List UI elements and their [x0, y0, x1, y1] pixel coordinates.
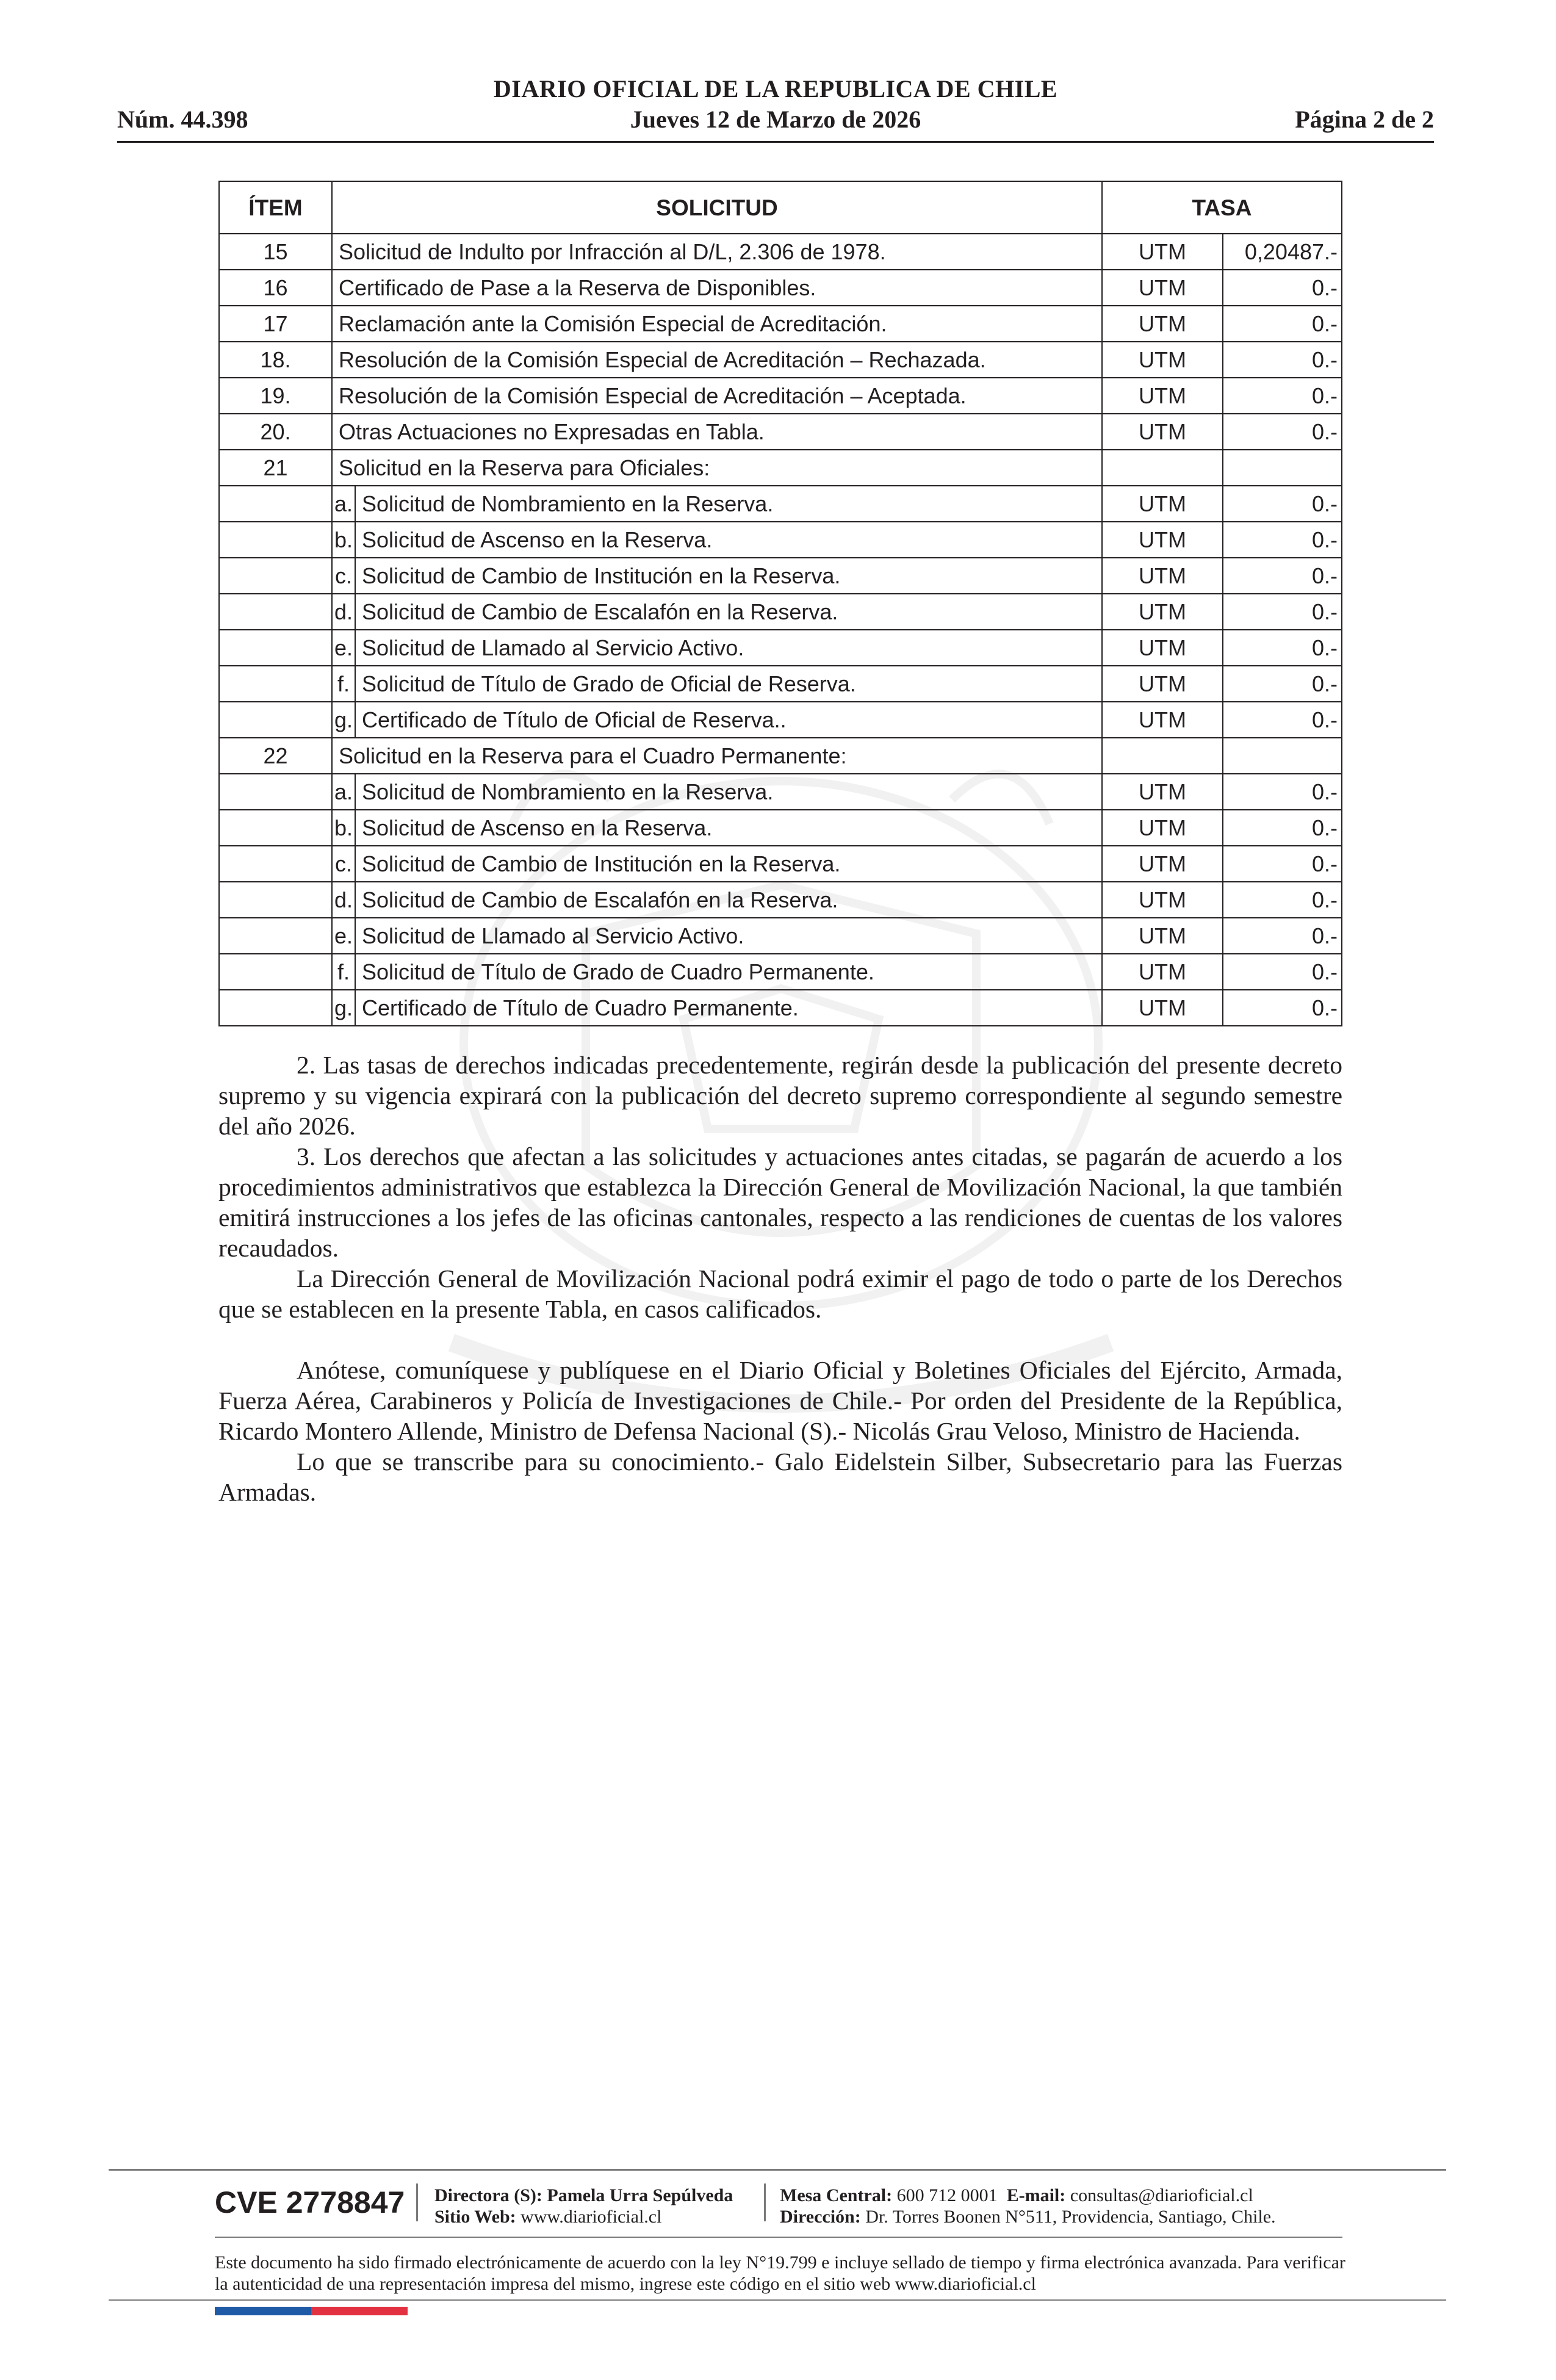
- request-description: Solicitud de Nombramiento en la Reserva.: [355, 486, 1102, 522]
- table-row: [219, 378, 1342, 414]
- table-subrow: [219, 594, 1342, 630]
- group-description: Solicitud en la Reserva para Oficiales:: [332, 450, 1102, 486]
- table-subrow: [219, 918, 1342, 954]
- fee-table: [218, 181, 1342, 1026]
- footer-separator: [416, 2183, 418, 2221]
- rate-unit: UTM: [1102, 954, 1223, 990]
- sub-letter: g.: [332, 990, 355, 1026]
- table-subrow: [219, 846, 1342, 882]
- rate-value: 0.-: [1223, 846, 1342, 882]
- rate-unit: UTM: [1102, 846, 1223, 882]
- cve-code: CVE 2778847: [215, 2185, 405, 2220]
- table-group-row: [219, 738, 1342, 774]
- rate-value: 0.-: [1223, 558, 1342, 594]
- request-description: Solicitud de Cambio de Escalafón en la Reserva.: [355, 594, 1102, 630]
- rate-unit: UTM: [1102, 594, 1223, 630]
- column-header-item: ÍTEM: [219, 181, 332, 234]
- paragraph-rates-validity: 2. Las tasas de derechos indicadas precedentemente, regirán desde la publicación del presente decreto supremo y su vigencia expirará con la publicación del decreto supremo correspondiente al segundo semestre del año 2026.: [218, 1051, 1342, 1140]
- director-label: Directora (S):: [434, 2185, 542, 2205]
- request-description: Solicitud de Cambio de Escalafón en la Reserva.: [355, 882, 1102, 918]
- paragraph-payment-procedures: 3. Los derechos que afectan a las solicitudes y actuaciones antes citadas, se pagarán de acuerdo a los procedimientos administrativos que establezca la Dirección General de Movilización Nacional, la que también emitirá instrucciones a los jefes de las oficinas cantonales, respecto a las rendiciones de cuentas de los valores recaudados.: [218, 1142, 1342, 1262]
- request-description: Solicitud de Llamado al Servicio Activo.: [355, 630, 1102, 666]
- item-number: 16: [219, 270, 332, 306]
- header-divider: [117, 141, 1434, 143]
- sub-letter: f.: [332, 954, 355, 990]
- sub-letter: d.: [332, 594, 355, 630]
- rate-unit: UTM: [1102, 774, 1223, 810]
- request-description: Solicitud de Cambio de Institución en la Reserva.: [355, 558, 1102, 594]
- table-subrow: [219, 702, 1342, 738]
- rate-unit: UTM: [1102, 306, 1223, 342]
- item-number: 19.: [219, 378, 332, 414]
- rate-unit: UTM: [1102, 702, 1223, 738]
- rate-unit: UTM: [1102, 666, 1223, 702]
- footer-editorial-info: [434, 2185, 733, 2227]
- table-row: [219, 306, 1342, 342]
- rate-unit: UTM: [1102, 630, 1223, 666]
- table-row: [219, 342, 1342, 378]
- rate-value: 0.-: [1223, 810, 1342, 846]
- request-description: Solicitud de Ascenso en la Reserva.: [355, 522, 1102, 558]
- address-line: [780, 2206, 1276, 2227]
- phone-label: Mesa Central:: [780, 2185, 893, 2205]
- table-subrow: [219, 990, 1342, 1026]
- rate-unit: UTM: [1102, 342, 1223, 378]
- item-number: 18.: [219, 342, 332, 378]
- item-number: 20.: [219, 414, 332, 450]
- column-header-rate: TASA: [1102, 181, 1342, 234]
- rate-value: 0.-: [1223, 882, 1342, 918]
- sub-letter: b.: [332, 522, 355, 558]
- flag-color-bar: [215, 2307, 408, 2315]
- rate-value: 0.-: [1223, 990, 1342, 1026]
- table-subrow: [219, 558, 1342, 594]
- table-header-row: [219, 181, 1342, 234]
- table-subrow: [219, 522, 1342, 558]
- item-number: 17: [219, 306, 332, 342]
- request-description: Certificado de Pase a la Reserva de Disponibles.: [332, 270, 1102, 306]
- page-indicator: Página 2 de 2: [1295, 106, 1434, 133]
- rate-value: 0.-: [1223, 954, 1342, 990]
- footer-divider-top: [109, 2169, 1446, 2171]
- sub-letter: d.: [332, 882, 355, 918]
- rate-value: 0.-: [1223, 666, 1342, 702]
- group-description: Solicitud en la Reserva para el Cuadro Permanente:: [332, 738, 1102, 774]
- table-group-row: [219, 450, 1342, 486]
- sub-letter: g.: [332, 702, 355, 738]
- director-name: Pamela Urra Sepúlveda: [547, 2185, 733, 2205]
- rate-unit: UTM: [1102, 810, 1223, 846]
- rate-unit: UTM: [1102, 486, 1223, 522]
- paragraph-exemption: La Dirección General de Movilización Nacional podrá eximir el pago de todo o parte de los Derechos que se establecen en la presente Tabla, en casos calificados.: [218, 1264, 1342, 1323]
- website-line: [434, 2206, 733, 2227]
- request-description: Reclamación ante la Comisión Especial de Acreditación.: [332, 306, 1102, 342]
- rate-value: 0.-: [1223, 702, 1342, 738]
- item-number: 15: [219, 234, 332, 270]
- page-header: [117, 74, 1434, 143]
- sub-letter: e.: [332, 630, 355, 666]
- item-number: 21: [219, 450, 332, 486]
- table-subrow: [219, 666, 1342, 702]
- table-subrow: [219, 882, 1342, 918]
- request-description: Resolución de la Comisión Especial de Acreditación – Aceptada.: [332, 378, 1102, 414]
- electronic-signature-notice: Este documento ha sido firmado electrónicamente de acuerdo con la ley N°19.799 e incluye sellado de tiempo y firma electrónica avanzada. Para verificar la autenticidad de una representación impresa del mismo, ingrese este código en el sitio web www.diarioficial.cl: [215, 2252, 1345, 2294]
- table-row: [219, 414, 1342, 450]
- rate-value: 0.-: [1223, 918, 1342, 954]
- request-description: Solicitud de Ascenso en la Reserva.: [355, 810, 1102, 846]
- rate-unit: UTM: [1102, 378, 1223, 414]
- request-description: Solicitud de Título de Grado de Oficial de Reserva.: [355, 666, 1102, 702]
- table-row: [219, 270, 1342, 306]
- rate-value: 0,20487.-: [1223, 234, 1342, 270]
- footer-separator: [764, 2183, 766, 2221]
- rate-value: 0.-: [1223, 486, 1342, 522]
- rate-value: 0.-: [1223, 414, 1342, 450]
- request-description: Solicitud de Llamado al Servicio Activo.: [355, 918, 1102, 954]
- column-header-request: SOLICITUD: [332, 181, 1102, 234]
- rate-value: 0.-: [1223, 630, 1342, 666]
- rate-value: 0.-: [1223, 774, 1342, 810]
- footer-divider-middle: [215, 2237, 1342, 2238]
- sub-letter: c.: [332, 846, 355, 882]
- email-link[interactable]: consultas@diarioficial.cl: [1070, 2185, 1253, 2205]
- item-number: 22: [219, 738, 332, 774]
- email-label: E-mail:: [1006, 2185, 1066, 2205]
- sub-letter: a.: [332, 774, 355, 810]
- sub-letter: a.: [332, 486, 355, 522]
- rate-unit: UTM: [1102, 918, 1223, 954]
- table-subrow: [219, 630, 1342, 666]
- rate-value: 0.-: [1223, 306, 1342, 342]
- table-subrow: [219, 810, 1342, 846]
- footer-divider-bottom: [109, 2299, 1446, 2301]
- director-line: [434, 2185, 733, 2206]
- decree-body: [218, 1050, 1342, 1507]
- newspaper-title: DIARIO OFICIAL DE LA REPUBLICA DE CHILE: [493, 75, 1058, 103]
- flag-blue-segment: [215, 2307, 311, 2315]
- request-description: Certificado de Título de Cuadro Permanente.: [355, 990, 1102, 1026]
- sub-letter: b.: [332, 810, 355, 846]
- rate-value: 0.-: [1223, 522, 1342, 558]
- rate-unit: UTM: [1102, 990, 1223, 1026]
- table-row: [219, 234, 1342, 270]
- table-subrow: [219, 486, 1342, 522]
- rate-value: 0.-: [1223, 342, 1342, 378]
- sub-letter: c.: [332, 558, 355, 594]
- address-label: Dirección:: [780, 2207, 861, 2227]
- request-description: Solicitud de Indulto por Infracción al D/L, 2.306 de 1978.: [332, 234, 1102, 270]
- request-description: Solicitud de Nombramiento en la Reserva.: [355, 774, 1102, 810]
- rate-unit: UTM: [1102, 234, 1223, 270]
- sub-letter: f.: [332, 666, 355, 702]
- table-subrow: [219, 954, 1342, 990]
- rate-unit: UTM: [1102, 522, 1223, 558]
- request-description: Solicitud de Cambio de Institución en la Reserva.: [355, 846, 1102, 882]
- sub-letter: e.: [332, 918, 355, 954]
- request-description: Certificado de Título de Oficial de Reserva..: [355, 702, 1102, 738]
- rate-unit: UTM: [1102, 558, 1223, 594]
- rate-value: 0.-: [1223, 594, 1342, 630]
- contact-line: [780, 2185, 1276, 2206]
- request-description: Resolución de la Comisión Especial de Acreditación – Rechazada.: [332, 342, 1102, 378]
- paragraph-publication-order: Anótese, comuníquese y publíquese en el Diario Oficial y Boletines Oficiales del Ejército, Armada, Fuerza Aérea, Carabineros y Policía de Investigaciones de Chile.- Por orden del Presidente de la República, Ricardo Montero Allende, Ministro de Defensa Nacional (S).- Nicolás Grau Veloso, Ministro de Hacienda.: [218, 1356, 1342, 1445]
- paragraph-transcription: Lo que se transcribe para su conocimiento.- Galo Eidelstein Silber, Subsecretario para las Fuerzas Armadas.: [218, 1448, 1342, 1506]
- address-value: Dr. Torres Boonen N°511, Providencia, Santiago, Chile.: [865, 2207, 1276, 2227]
- website-label: Sitio Web:: [434, 2207, 516, 2227]
- issue-number: Núm. 44.398: [117, 106, 248, 133]
- rate-unit: UTM: [1102, 882, 1223, 918]
- website-link[interactable]: www.diarioficial.cl: [520, 2207, 662, 2227]
- request-description: Otras Actuaciones no Expresadas en Tabla.: [332, 414, 1102, 450]
- rate-unit: UTM: [1102, 414, 1223, 450]
- table-subrow: [219, 774, 1342, 810]
- request-description: Solicitud de Título de Grado de Cuadro Permanente.: [355, 954, 1102, 990]
- footer-contact-info: [780, 2185, 1276, 2227]
- rate-value: 0.-: [1223, 378, 1342, 414]
- issue-date: Jueves 12 de Marzo de 2026: [630, 106, 921, 133]
- phone-number: 600 712 0001: [896, 2185, 998, 2205]
- rate-value: 0.-: [1223, 270, 1342, 306]
- rate-unit: UTM: [1102, 270, 1223, 306]
- flag-red-segment: [311, 2307, 408, 2315]
